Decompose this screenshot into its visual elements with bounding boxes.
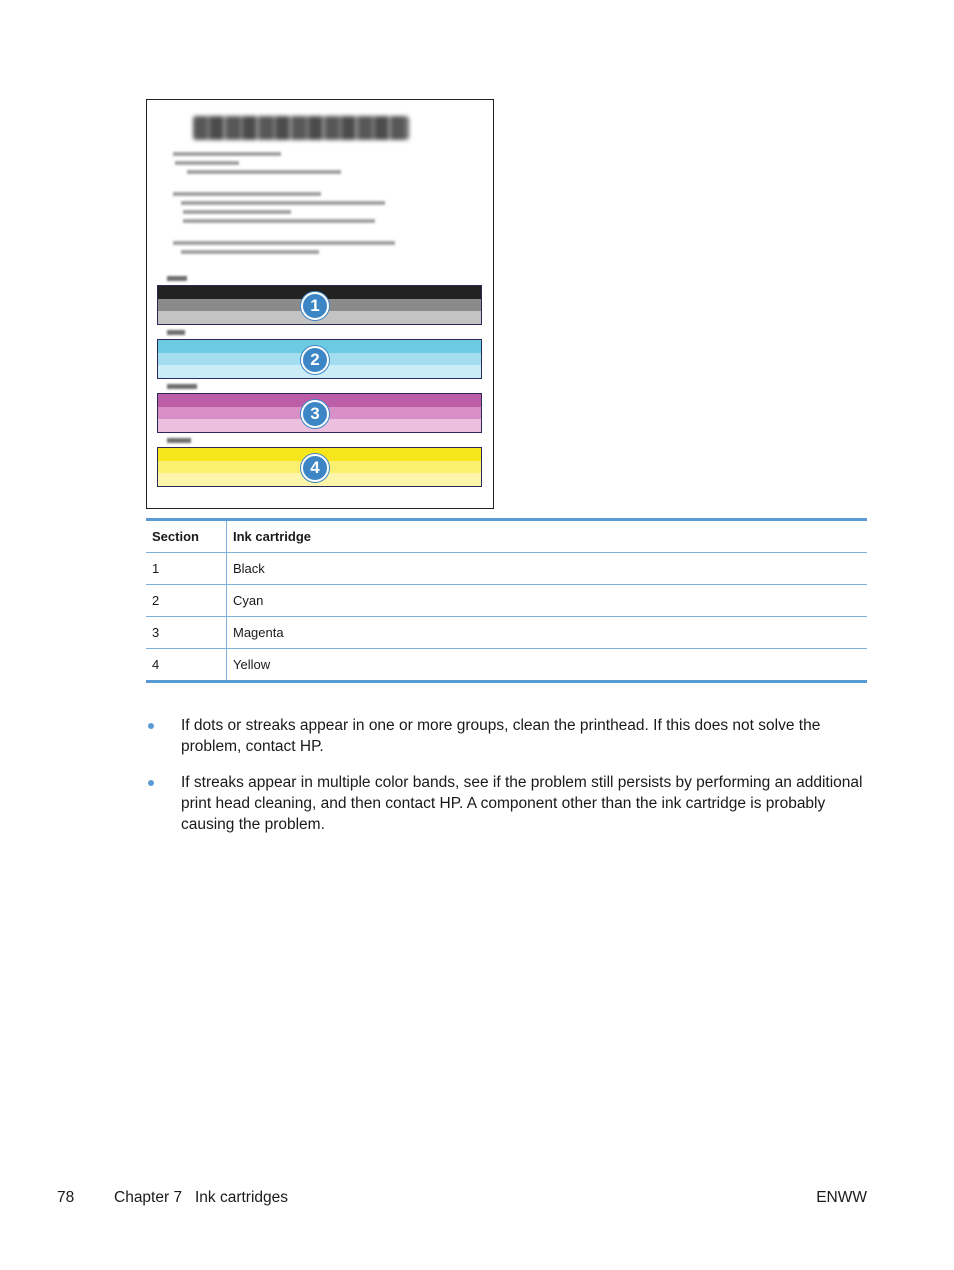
- print-quality-report-figure: [146, 99, 494, 509]
- cell-ink-cartridge: Magenta: [227, 617, 868, 649]
- list-item: [146, 772, 866, 835]
- section-number-badge: 1: [301, 292, 329, 320]
- report-text-blurred: [181, 250, 319, 254]
- table-row: [146, 585, 867, 617]
- cell-ink-cartridge: Cyan: [227, 585, 868, 617]
- cell-section: 2: [146, 585, 227, 617]
- band-label-blurred: [167, 276, 187, 281]
- cell-section: 3: [146, 617, 227, 649]
- table-row: [146, 649, 867, 682]
- table-row: [146, 617, 867, 649]
- report-text-blurred: [183, 210, 291, 214]
- report-text-blurred: [183, 219, 375, 223]
- report-text-blurred: [187, 170, 341, 174]
- report-text-blurred: [173, 152, 281, 156]
- report-text-blurred: [181, 201, 385, 205]
- list-item: [146, 715, 866, 757]
- section-number-badge: 4: [301, 454, 329, 482]
- bullet-icon: [148, 780, 154, 786]
- yellow-band: [157, 447, 482, 487]
- band-label-blurred: [167, 438, 191, 443]
- bullet-text: If dots or streaks appear in one or more groups, clean the printhead. If this does not solve the problem, contact HP.: [181, 717, 821, 755]
- cell-ink-cartridge: Black: [227, 553, 868, 585]
- band-label-blurred: [167, 330, 185, 335]
- report-text-blurred: [173, 192, 321, 196]
- cell-section: 4: [146, 649, 227, 682]
- cell-ink-cartridge: Yellow: [233, 657, 271, 672]
- band-label-blurred: [167, 384, 197, 389]
- header-section: Section: [146, 520, 227, 553]
- bullet-icon: [148, 723, 154, 729]
- section-number-badge: 3: [301, 400, 329, 428]
- report-title-blurred: [193, 116, 409, 140]
- page-number: 78: [57, 1189, 75, 1206]
- section-number-badge: 2: [301, 346, 329, 374]
- report-text-blurred: [173, 241, 395, 245]
- ink-cartridge-table: [146, 518, 867, 683]
- footer-locale: ENWW: [816, 1189, 867, 1206]
- instruction-bullets: [146, 715, 866, 850]
- cyan-band: [157, 339, 482, 379]
- black-band: [157, 285, 482, 325]
- table-header-row: [146, 520, 867, 553]
- report-text-blurred: [175, 161, 239, 165]
- cell-section: 1: [146, 553, 227, 585]
- bullet-text: If streaks appear in multiple color bands, see if the problem still persists by performing an additional print head cleaning, and then contact HP. A component other than the ink cartridge is probably causing the problem.: [181, 774, 863, 833]
- magenta-band: [157, 393, 482, 433]
- chapter-title: Chapter 7 Ink cartridges: [114, 1189, 289, 1206]
- header-ink-cartridge: Ink cartridge: [227, 520, 868, 553]
- table-row: [146, 553, 867, 585]
